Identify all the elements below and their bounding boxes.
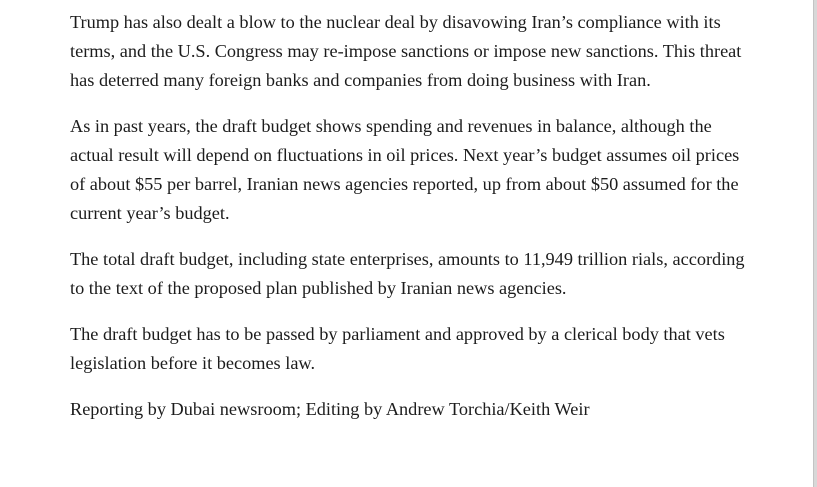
article-credit: Reporting by Dubai newsroom; Editing by Andrew Torchia/Keith Weir	[70, 399, 590, 419]
article-paragraph: The draft budget has to be passed by parliament and approved by a clerical body that vets legislation before it becomes law.	[70, 324, 725, 373]
article-body	[70, 8, 750, 441]
scrollbar[interactable]	[813, 0, 817, 487]
article-paragraph: The total draft budget, including state enterprises, amounts to 11,949 trillion rials, according to the text of the proposed plan published by Iranian news agencies.	[70, 249, 745, 298]
article-paragraph: As in past years, the draft budget shows spending and revenues in balance, although the actual result will depend on fluctuations in oil prices. Next year’s budget assumes oil prices of about $55 per barrel, Iranian news agencies reported, up from about $50 assumed for the current year’s budget.	[70, 116, 740, 223]
article-paragraph: Trump has also dealt a blow to the nuclear deal by disavowing Iran’s compliance with its terms, and the U.S. Congress may re-impose sanctions or impose new sanctions. This threat has deterred many foreign banks and companies from doing business with Iran.	[70, 12, 742, 90]
